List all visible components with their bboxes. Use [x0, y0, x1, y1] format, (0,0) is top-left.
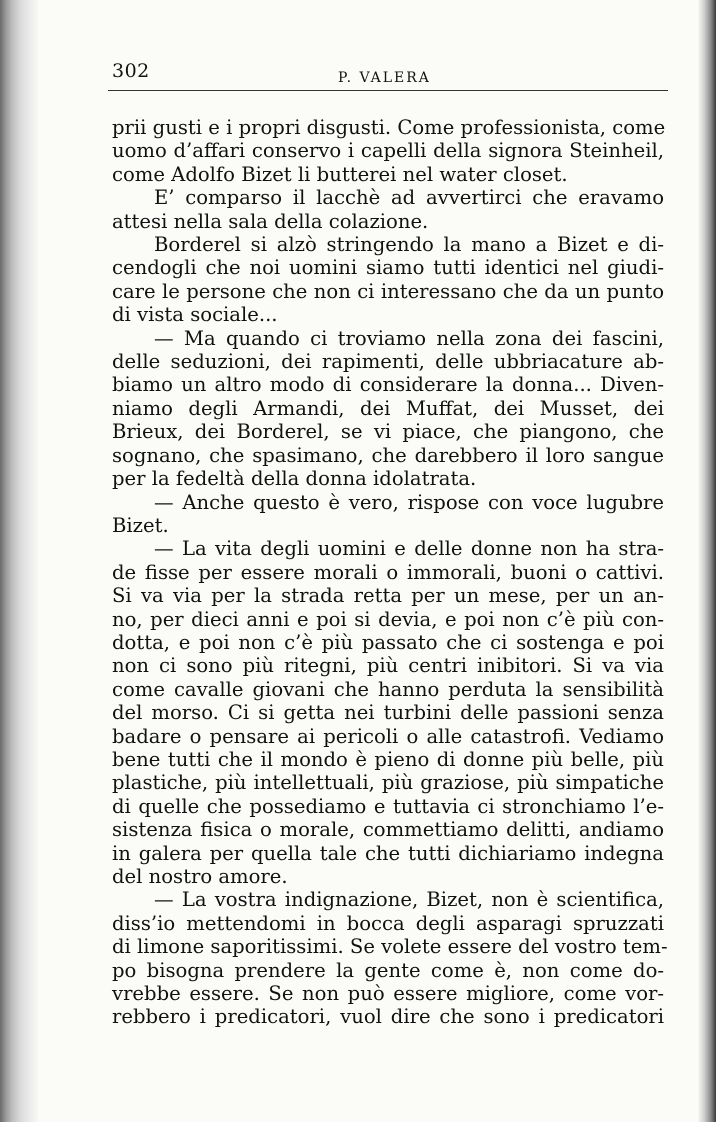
- text-line: badare o pensare ai pericoli o alle catastrofi. Vediamo: [112, 724, 664, 748]
- text-line: niamo degli Armandi, dei Muffat, dei Musset, dei: [112, 396, 664, 420]
- text-line: E’ comparso il lacchè ad avvertirci che eravamo: [154, 186, 664, 210]
- text-line: del nostro amore.: [112, 865, 288, 888]
- text-line: uomo d’affari conservo i capelli della signora Steinheil,: [112, 139, 664, 163]
- text-line: bene tutti che il mondo è pieno di donne più belle, più: [112, 747, 664, 771]
- text-line: diss’io mettendomi in bocca degli asparagi spruzzati: [112, 911, 664, 935]
- text-line: di vista sociale...: [112, 303, 278, 327]
- text-line: non ci sono più ritegni, più centri inibitori. Si va via: [112, 654, 664, 678]
- text-line: dotta, e poi non c’è più passato che ci sostenga e poi: [112, 630, 664, 654]
- text-line: Brieux, dei Borderel, se vi piace, che piangono, che: [112, 420, 664, 444]
- running-head-author: P. VALERA: [338, 70, 431, 86]
- text-line: — Anche questo è vero, rispose con voce lugubre: [154, 490, 664, 514]
- text-line: de fisse per essere morali o immorali, buoni o cattivi.: [112, 560, 664, 584]
- text-line: Si va via per la strada retta per un mese, per un an-: [112, 584, 664, 608]
- text-line: care le persone che non ci interessano che da un punto: [112, 279, 664, 303]
- text-line: sistenza fisica o morale, commettiamo delitti, andiamo: [112, 818, 664, 842]
- body-text: [108, 116, 668, 1029]
- text-line: come Adolfo Bizet li butterei nel water closet.: [112, 162, 568, 186]
- book-page: [108, 58, 668, 1029]
- text-line: del morso. Ci si getta nei turbini delle passioni senza: [112, 701, 664, 725]
- scan-shadow-left: [0, 0, 38, 1122]
- text-line: prii gusti e i propri disgusti. Come professionista, come: [112, 116, 666, 139]
- text-line: — La vita degli uomini e delle donne non ha stra-: [154, 537, 664, 561]
- text-line: — Ma quando ci troviamo nella zona dei fascini,: [154, 326, 664, 350]
- text-line: sognano, che spasimano, che darebbero il loro sangue: [112, 443, 664, 467]
- text-line: delle seduzioni, dei rapimenti, delle ubbriacature ab-: [112, 350, 664, 374]
- text-line: attesi nella sala della colazione.: [112, 209, 429, 233]
- text-line: no, per dieci anni e poi si devia, e poi non c’è più con-: [112, 607, 664, 631]
- text-line: di quelle che possediamo e tuttavia ci stronchiamo l’e-: [112, 794, 664, 818]
- text-line: Bizet.: [112, 513, 169, 537]
- text-line: come cavalle giovani che hanno perduta la sensibilità: [112, 677, 664, 701]
- text-line: biamo un altro modo di considerare la donna... Diven-: [112, 373, 664, 397]
- text-line: rebbero i predicatori, vuol dire che sono i predicatori: [112, 1005, 664, 1029]
- text-line: di limone saporitissimi. Se volete essere del vostro tem-: [112, 935, 668, 959]
- text-line: — La vostra indignazione, Bizet, non è scientifica,: [154, 888, 664, 912]
- text-line: Borderel si alzò stringendo la mano a Bizet e di-: [154, 233, 664, 257]
- scan-shadow-right: [698, 0, 716, 1122]
- page-number: 302: [112, 60, 150, 82]
- text-line: vrebbe essere. Se non può essere migliore, come vor-: [112, 982, 664, 1006]
- running-head: [108, 58, 668, 91]
- text-line: in galera per quella tale che tutti dichiariamo indegna: [112, 841, 664, 865]
- text-line: plastiche, più intellettuali, più graziose, più simpatiche: [112, 771, 664, 795]
- text-line: per la fedeltà della donna idolatrata.: [112, 467, 477, 491]
- text-line: po bisogna prendere la gente come è, non come do-: [112, 958, 664, 982]
- text-line: cendogli che noi uomini siamo tutti identici nel giudi-: [112, 256, 664, 280]
